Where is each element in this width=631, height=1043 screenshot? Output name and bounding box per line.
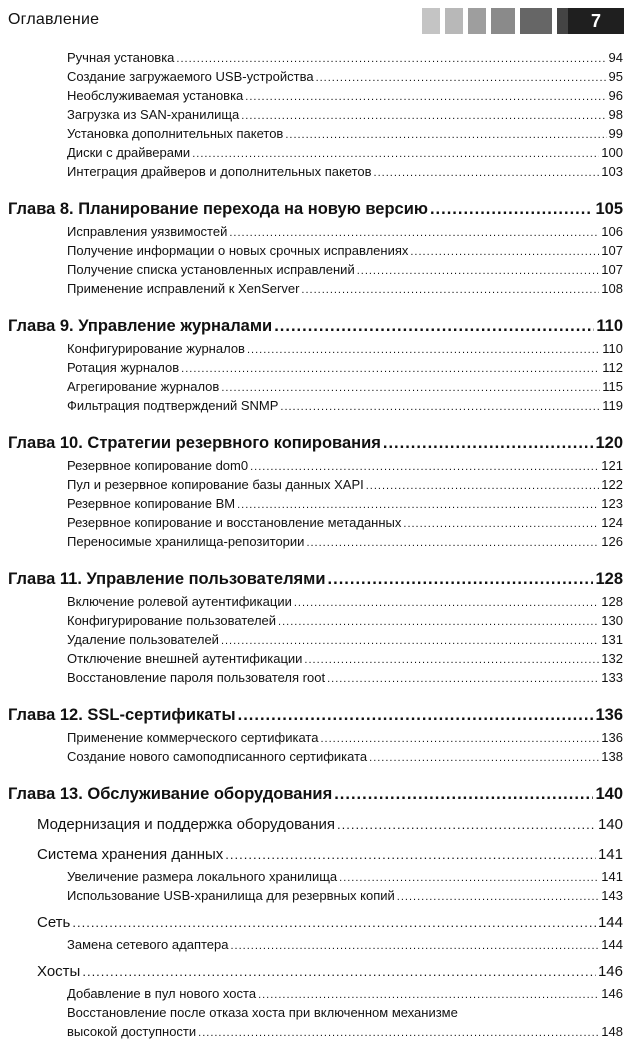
toc-entry-title: Восстановление пароля пользователя root <box>67 670 326 685</box>
toc-page-number: 103 <box>601 164 623 179</box>
toc-page-number: 96 <box>608 88 623 103</box>
toc-page-number: 119 <box>602 398 623 413</box>
toc-page-number: 128 <box>595 570 623 588</box>
toc-entry[interactable] <box>0 143 631 162</box>
toc-section-entry[interactable] <box>0 911 631 935</box>
toc-page-number: 136 <box>595 706 623 724</box>
dot-leader <box>374 164 600 183</box>
toc-page-number: 141 <box>601 869 623 884</box>
dot-leader <box>327 670 599 689</box>
dot-leader <box>230 937 599 956</box>
toc-entry-title: Удаление пользователей <box>67 632 219 647</box>
toc-page-number: 115 <box>602 379 623 394</box>
spacer <box>0 298 631 313</box>
dot-leader <box>225 843 596 867</box>
toc-entry[interactable] <box>0 396 631 415</box>
toc-page-number: 144 <box>597 914 623 931</box>
toc-entry-title: Фильтрация подтверждений SNMP <box>67 398 279 413</box>
toc-page-number: 123 <box>601 496 623 511</box>
toc-page-number: 136 <box>601 730 623 745</box>
toc-entry-title: Добавление в пул нового хоста <box>67 986 257 1001</box>
toc-entry[interactable] <box>0 532 631 551</box>
toc-entry-title: Резервное копирование и восстановление метаданных <box>67 515 402 530</box>
toc-entry-title: Конфигурирование журналов <box>67 341 245 356</box>
toc-entry[interactable] <box>0 67 631 86</box>
spacer <box>0 687 631 702</box>
toc-entry[interactable] <box>0 279 631 298</box>
dot-leader <box>280 398 600 417</box>
toc-entry[interactable] <box>0 867 631 886</box>
toc-page-number: 95 <box>608 69 623 84</box>
toc-page-number: 133 <box>601 670 623 685</box>
toc-page-number: 99 <box>608 126 623 141</box>
toc-entry[interactable] <box>0 649 631 668</box>
toc-page-number: 108 <box>601 281 623 296</box>
toc-chapter-entry[interactable] <box>0 196 631 222</box>
toc-entry[interactable] <box>0 260 631 279</box>
toc-entry-title: Модернизация и поддержка оборудования <box>37 816 336 833</box>
toc-entry[interactable] <box>0 747 631 766</box>
spacer <box>0 415 631 430</box>
toc-entry-title: Создание загружаемого USB-устройства <box>67 69 314 84</box>
toc-page-number: 138 <box>601 749 623 764</box>
toc-entry[interactable] <box>0 377 631 396</box>
toc-entry-title: Глава 13. Обслуживание оборудования <box>8 785 333 803</box>
toc-page-number: 110 <box>596 317 623 335</box>
page-header <box>0 0 631 40</box>
toc-entry[interactable] <box>0 611 631 630</box>
toc-entry[interactable] <box>0 1022 631 1041</box>
toc-entry-title: Хосты <box>37 963 81 980</box>
toc-entry-title: Глава 9. Управление журналами <box>8 317 273 335</box>
dot-leader <box>274 313 594 339</box>
dot-leader <box>198 1024 599 1043</box>
toc-entry[interactable] <box>0 728 631 747</box>
toc-entry-title: Установка дополнительных пакетов <box>67 126 284 141</box>
toc-entry-title: Пул и резервное копирование базы данных XAPI <box>67 477 364 492</box>
toc-page-number: 146 <box>601 986 623 1001</box>
toc-page-number: 144 <box>601 937 623 952</box>
toc-entry-title: Необслуживаемая установка <box>67 88 244 103</box>
toc-page-number: 110 <box>602 341 623 356</box>
toc-page-number: 130 <box>601 613 623 628</box>
dot-leader <box>334 781 593 807</box>
toc-entry[interactable] <box>0 475 631 494</box>
toc-page-number: 122 <box>601 477 623 492</box>
toc-section-entry[interactable] <box>0 960 631 984</box>
toc-entry[interactable] <box>0 592 631 611</box>
toc-page-number: 140 <box>595 785 623 803</box>
toc-section-entry[interactable] <box>0 813 631 837</box>
toc-entry-title: Замена сетевого адаптера <box>67 937 229 952</box>
dot-leader <box>337 813 596 837</box>
toc-page-number: 98 <box>608 107 623 122</box>
toc-chapter-entry[interactable] <box>0 430 631 456</box>
toc-entry-title: Ротация журналов <box>67 360 180 375</box>
toc-entry-title: Интеграция драйверов и дополнительных пакетов <box>67 164 372 179</box>
dot-leader <box>397 888 600 907</box>
toc-chapter-entry[interactable] <box>0 781 631 807</box>
toc-entry-title: Диски с драйверами <box>67 145 191 160</box>
toc-entry-title: Система хранения данных <box>37 846 224 863</box>
toc-entry-title: Отключение внешней аутентификации <box>67 651 303 666</box>
toc-section-entry[interactable] <box>0 843 631 867</box>
toc-entry-title: Конфигурирование пользователей <box>67 613 277 628</box>
toc-entry-title: Агрегирование журналов <box>67 379 220 394</box>
dot-leader <box>383 430 594 456</box>
spacer <box>0 181 631 196</box>
toc-entry-title: Исправления уязвимостей <box>67 224 228 239</box>
toc-entry-title: Применение исправлений к XenServer <box>67 281 300 296</box>
toc-entry[interactable] <box>0 886 631 905</box>
dot-leader <box>301 281 599 300</box>
toc-page-number: 143 <box>601 888 623 903</box>
toc-page-number: 148 <box>601 1024 623 1039</box>
toc-page-number: 141 <box>597 846 623 863</box>
toc-page-number: 105 <box>595 200 623 218</box>
toc-entry-title: Глава 11. Управление пользователями <box>8 570 326 588</box>
toc-page-number: 140 <box>597 816 623 833</box>
toc-entry-title: Резервное копирование ВМ <box>67 496 236 511</box>
running-title: Оглавление <box>8 11 100 28</box>
dot-leader <box>82 960 596 984</box>
decorative-bar <box>491 8 515 34</box>
toc-entry-title: Использование USB-хранилища для резервных копий <box>67 888 395 903</box>
toc-entry[interactable] <box>0 124 631 143</box>
spacer <box>0 766 631 781</box>
toc-entry[interactable] <box>0 358 631 377</box>
toc-entry-title: Глава 10. Стратегии резервного копирования <box>8 434 381 452</box>
toc-entry-wrapped-line: Восстановление после отказа хоста при включенном механизме <box>67 1005 458 1020</box>
spacer <box>0 551 631 566</box>
toc-entry-title: Резервное копирование dom0 <box>67 458 249 473</box>
toc-entry[interactable] <box>0 668 631 687</box>
toc-entry[interactable] <box>0 494 631 513</box>
toc-entry-title: Загрузка из SAN-хранилища <box>67 107 240 122</box>
toc-chapter-entry[interactable] <box>0 566 631 592</box>
toc-chapter-entry[interactable] <box>0 702 631 728</box>
decorative-bar <box>520 8 552 34</box>
toc-page-number: 107 <box>601 243 623 258</box>
toc-entry[interactable] <box>0 339 631 358</box>
toc-page-number: 124 <box>601 515 623 530</box>
toc-entry[interactable] <box>0 48 631 67</box>
dot-leader <box>306 534 599 553</box>
toc-entry-title: Получение списка установленных исправлений <box>67 262 355 277</box>
toc-page-number: 106 <box>601 224 623 239</box>
toc-entry-title: Включение ролевой аутентификации <box>67 594 292 609</box>
toc-entry-title: Глава 12. SSL-сертификаты <box>8 706 236 724</box>
toc-entry[interactable] <box>0 456 631 475</box>
toc-entry[interactable] <box>0 984 631 1003</box>
toc-page-number: 107 <box>601 262 623 277</box>
dot-leader <box>369 749 599 768</box>
toc-page-number: 132 <box>601 651 623 666</box>
toc-entry[interactable] <box>0 222 631 241</box>
decorative-bar <box>445 8 463 34</box>
decorative-bar <box>468 8 486 34</box>
toc-entry[interactable] <box>0 935 631 954</box>
toc-entry[interactable] <box>0 162 631 181</box>
toc-page-number: 100 <box>601 145 623 160</box>
dot-leader <box>328 566 594 592</box>
toc-entry[interactable] <box>0 105 631 124</box>
toc-entry-title: Получение информации о новых срочных исправлениях <box>67 243 409 258</box>
dot-leader <box>258 986 599 1005</box>
toc-entry-title: Применение коммерческого сертификата <box>67 730 319 745</box>
toc-entry[interactable] <box>0 630 631 649</box>
toc-entry-title: Увеличение размера локального хранилища <box>67 869 338 884</box>
toc-page-number: 94 <box>608 50 623 65</box>
toc-page-number: 126 <box>601 534 623 549</box>
toc-page-number: 128 <box>601 594 623 609</box>
toc-entry[interactable] <box>0 241 631 260</box>
toc-page-number: 112 <box>602 360 623 375</box>
page-number: 7 <box>568 8 624 34</box>
toc-page-number: 121 <box>601 458 623 473</box>
toc-entry[interactable] <box>0 513 631 532</box>
toc-entry[interactable] <box>0 86 631 105</box>
table-of-contents <box>0 48 631 1041</box>
dot-leader <box>238 702 594 728</box>
toc-entry-title: Сеть <box>37 914 71 931</box>
toc-entry-title: Создание нового самоподписанного сертификата <box>67 749 368 764</box>
toc-entry-title: Переносимые хранилища-репозитории <box>67 534 305 549</box>
dot-leader <box>430 196 594 222</box>
toc-chapter-entry[interactable] <box>0 313 631 339</box>
toc-entry-title: высокой доступности <box>67 1024 197 1039</box>
toc-page-number: 120 <box>595 434 623 452</box>
toc-entry-title: Ручная установка <box>67 50 175 65</box>
decorative-bar <box>422 8 440 34</box>
dot-leader <box>72 911 596 935</box>
toc-page-number: 131 <box>601 632 623 647</box>
toc-page-number: 146 <box>597 963 623 980</box>
toc-entry-title: Глава 8. Планирование перехода на новую версию <box>8 200 428 218</box>
